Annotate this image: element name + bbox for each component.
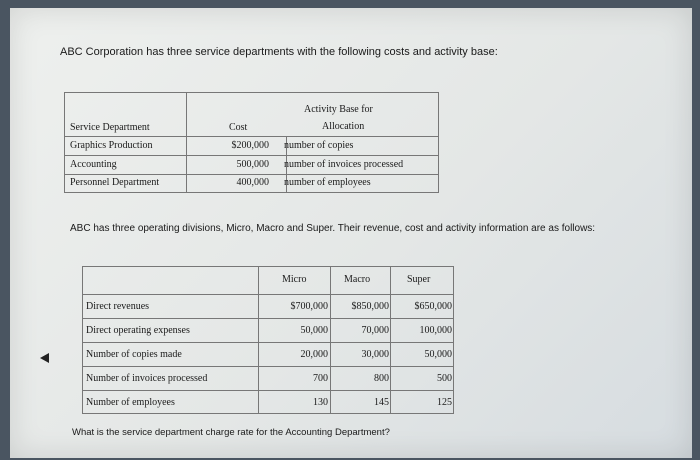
table-rule	[64, 174, 439, 175]
cell-macro: 70,000	[361, 325, 389, 336]
table-rule	[64, 155, 439, 156]
row-label: Direct revenues	[86, 301, 150, 312]
row-department: Accounting	[70, 159, 117, 170]
pointer-cursor-icon	[40, 353, 49, 363]
cell-super: 125	[437, 397, 452, 408]
cell-micro: 700	[313, 373, 328, 384]
row-cost: 500,000	[236, 159, 269, 170]
table-rule	[82, 390, 454, 391]
header-cost: Cost	[229, 122, 248, 133]
cell-super: 100,000	[419, 325, 452, 336]
table-rule	[390, 266, 391, 413]
row-cost: 400,000	[236, 177, 269, 188]
table-rule	[64, 192, 439, 193]
table-rule	[64, 92, 439, 93]
row-label: Number of copies made	[86, 349, 182, 360]
cell-macro: $850,000	[351, 301, 389, 312]
header-activity-line2: Allocation	[322, 121, 365, 132]
cell-super: $650,000	[414, 301, 452, 312]
table-rule	[438, 92, 439, 192]
header-service-department: Service Department	[70, 122, 150, 133]
cell-macro: 800	[374, 373, 389, 384]
document-page	[10, 8, 692, 458]
table-rule	[82, 266, 83, 413]
header-super: Super	[407, 274, 431, 285]
row-department: Graphics Production	[70, 140, 153, 151]
table-rule	[258, 266, 259, 413]
division-table	[82, 266, 454, 414]
table-rule	[453, 266, 454, 413]
intro-text: ABC Corporation has three service departments with the following costs and activity base:	[60, 46, 498, 58]
table-rule	[64, 92, 65, 192]
row-activity: number of invoices processed	[284, 159, 404, 170]
cell-macro: 145	[374, 397, 389, 408]
cell-super: 50,000	[424, 349, 452, 360]
service-department-table	[64, 92, 439, 192]
cell-super: 500	[437, 373, 452, 384]
row-cost: $200,000	[231, 140, 269, 151]
table-rule	[82, 294, 454, 295]
row-label: Direct operating expenses	[86, 325, 190, 336]
header-macro: Macro	[344, 274, 371, 285]
row-department: Personnel Department	[70, 177, 160, 188]
table-rule	[82, 266, 454, 267]
row-label: Number of invoices processed	[86, 373, 208, 384]
cell-micro: 50,000	[300, 325, 328, 336]
table-rule	[82, 413, 454, 414]
row-label: Number of employees	[86, 397, 175, 408]
cell-micro: 130	[313, 397, 328, 408]
table-rule	[330, 266, 331, 413]
table-rule	[186, 92, 187, 192]
cell-micro: 20,000	[300, 349, 328, 360]
table-rule	[82, 366, 454, 367]
cell-micro: $700,000	[290, 301, 328, 312]
question-text: What is the service department charge rate for the Accounting Department?	[72, 427, 390, 438]
row-activity: number of copies	[284, 140, 354, 151]
table-rule	[82, 342, 454, 343]
row-activity: number of employees	[284, 177, 371, 188]
cell-macro: 30,000	[361, 349, 389, 360]
divisions-text: ABC has three operating divisions, Micro, Macro and Super. Their revenue, cost and activity information are as follows:	[70, 223, 596, 234]
header-micro: Micro	[282, 274, 307, 285]
table-rule	[64, 136, 439, 137]
header-activity-line1: Activity Base for	[304, 104, 373, 115]
table-rule	[82, 318, 454, 319]
